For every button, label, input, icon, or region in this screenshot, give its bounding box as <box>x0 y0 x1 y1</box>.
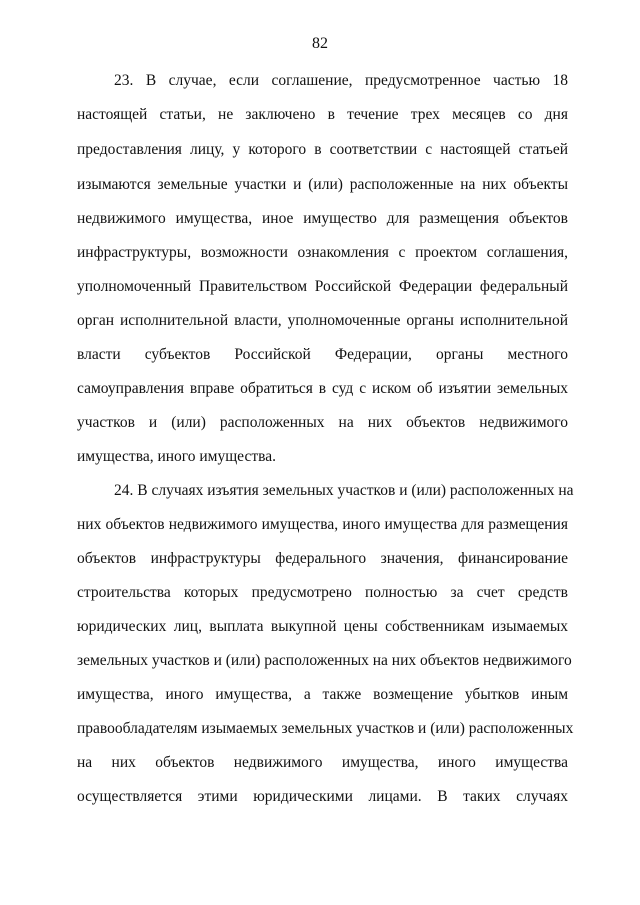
page-number: 82 <box>312 35 328 52</box>
text-line: имущества, иного имущества, а также возмещение убытков иным <box>77 686 568 703</box>
text-line: недвижимого имущества, иное имущество для размещения объектов <box>77 210 568 227</box>
text-line: изымаются земельные участки и (или) расположенные на них объекты <box>77 176 568 193</box>
text-line: 24. В случаях изъятия земельных участков и (или) расположенных на <box>114 482 574 499</box>
text-line: 23. В случае, если соглашение, предусмотренное частью 18 <box>114 72 568 89</box>
text-line: самоуправления вправе обратиться в суд с иском об изъятии земельных <box>77 380 568 397</box>
text-line: земельных участков и (или) расположенных на них объектов недвижимого <box>77 652 572 669</box>
text-line: настоящей статьи, не заключено в течение трех месяцев со дня <box>77 106 568 123</box>
text-line: инфраструктуры, возможности ознакомления с проектом соглашения, <box>77 244 568 261</box>
text-line: объектов инфраструктуры федерального значения, финансирование <box>77 550 568 567</box>
text-line: юридических лиц, выплата выкупной цены собственникам изымаемых <box>77 618 568 635</box>
text-line: них объектов недвижимого имущества, иного имущества для размещения <box>77 516 568 533</box>
text-line: на них объектов недвижимого имущества, иного имущества <box>77 754 568 771</box>
text-line: уполномоченный Правительством Российской Федерации федеральный <box>77 278 568 295</box>
text-line: предоставления лицу, у которого в соответствии с настоящей статьей <box>77 141 568 158</box>
text-line: имущества, иного имущества. <box>77 448 276 465</box>
text-line: правообладателям изымаемых земельных участков и (или) расположенных <box>77 720 574 737</box>
text-line: осуществляется этими юридическими лицами. В таких случаях <box>77 788 568 805</box>
text-line: участков и (или) расположенных на них объектов недвижимого <box>77 414 568 431</box>
text-line: строительства которых предусмотрено полностью за счет средств <box>77 584 568 601</box>
text-line: власти субъектов Российской Федерации, органы местного <box>77 346 568 363</box>
text-line: орган исполнительной власти, уполномоченные органы исполнительной <box>77 312 568 329</box>
